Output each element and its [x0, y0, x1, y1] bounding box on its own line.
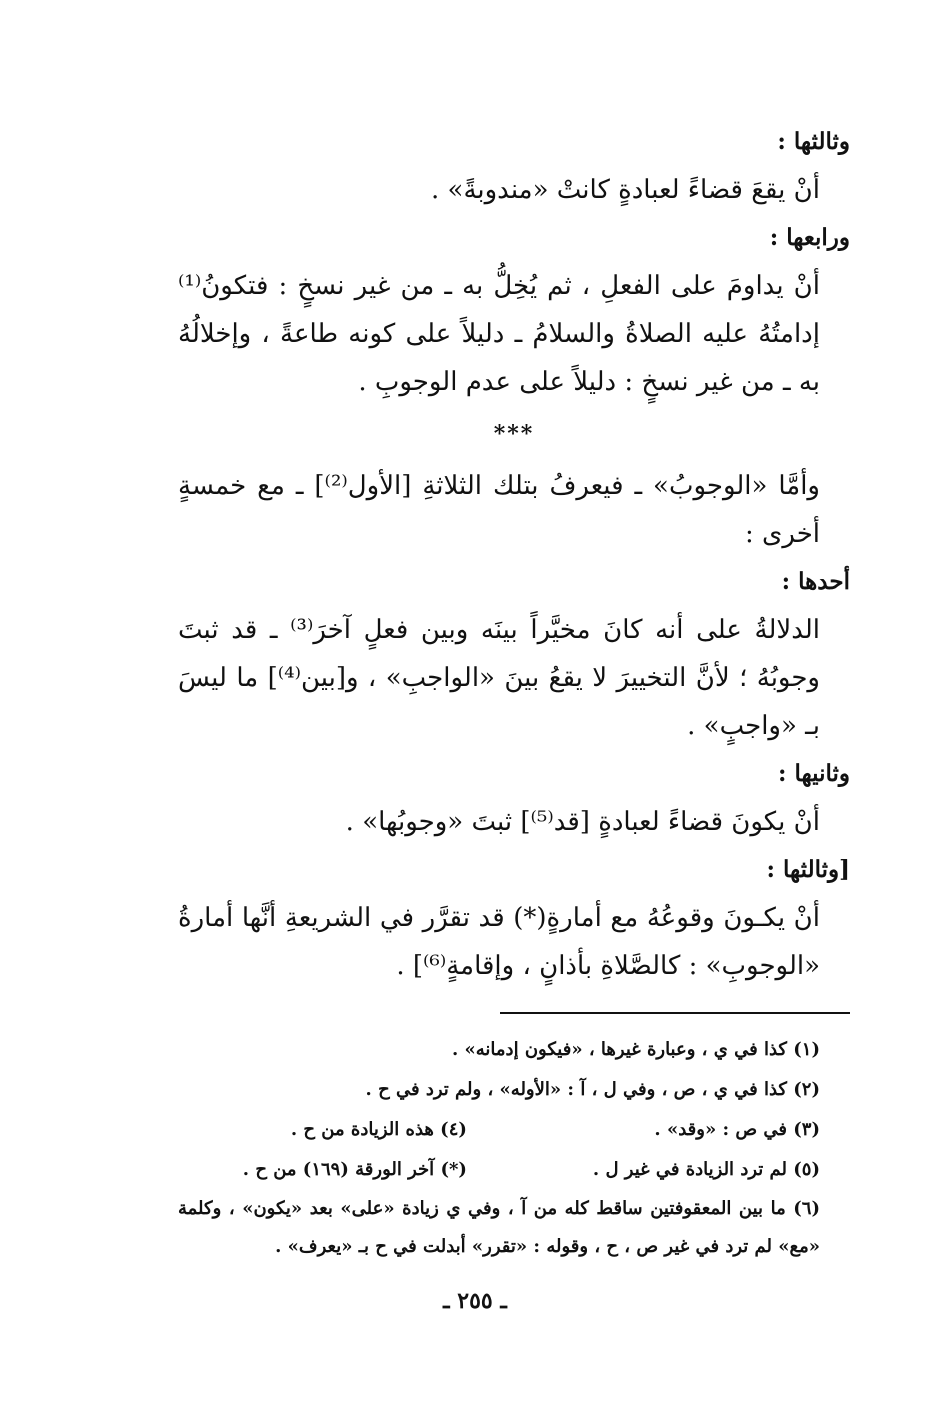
- paragraph-1: أنْ يقعَ قضاءً لعبادةٍ كانتْ «مندوبةً» .: [431, 175, 820, 205]
- paragraph-2: أنْ يداومَ على الفعلِ ، ثم يُخِلُّ به ـ من غير نسخٍ : فتكونُ⁽¹⁾ إدامتُهُ عليه الصلاةُ والسلامُ ـ دليلاً على كونه طاعةً ، وإخلالُهُ به ـ من غير نسخٍ : دليلاً على عدم الوجوبِ .: [178, 271, 820, 397]
- footnote-2: (٢) كذا في ي ، ص ، وفي ل ، آ : «الأوله» ، ولم ترد في ح .: [365, 1079, 820, 1100]
- paragraph-4: الدلالةُ على أنه كانَ مخيَّراً بينَه وبين فعلٍ آخرَ⁽³⁾ ـ قد ثبتَ وجوبُهُ ؛ لأنَّ التخييرَ لا يقعُ بينَ «الواجبِ» ، و[بين⁽⁴⁾] ما ليسَ بـ «واجبٍ» .: [178, 615, 820, 741]
- section-separator: ***: [493, 421, 535, 447]
- footnote-4: (٤) هذه الزيادة من ح .: [290, 1119, 467, 1140]
- paragraph-3: وأمَّا «الوجوبُ» ـ فيعرفُ بتلك الثلاثةِ [الأول⁽²⁾] ـ مع خمسةٍ أخرى :: [178, 471, 820, 549]
- heading-thalithuha-2: [وثالثها :: [766, 856, 850, 883]
- heading-rabiuha: ورابعها :: [769, 224, 850, 251]
- footnote-1: (١) كذا في ي ، وعبارة غيرها ، «فيكون إدمانه» .: [451, 1039, 820, 1060]
- footnotes: [178, 1030, 850, 1266]
- heading-thalithuha: وثالثها :: [777, 128, 850, 155]
- main-text: [178, 118, 850, 990]
- footnote-row-3-4: [178, 1110, 850, 1150]
- page-number: ـ ٢٥٥ ـ: [443, 1288, 507, 1314]
- paragraph-6: أنْ يكـونَ وقوعُهُ مع أمارةٍ(*) قد تقرَّر في الشريعةِ أنَّها أمارةُ «الوجوبِ» : كالصَّلاةِ بأذانٍ ، وإقامةٍ⁽⁶⁾] .: [178, 903, 820, 981]
- footnote-row-5-star: [178, 1150, 850, 1190]
- heading-ahaduha: أحدها :: [781, 568, 850, 595]
- heading-thaniha: وثانيها :: [778, 760, 850, 787]
- footnote-3: (٣) في ص : «وقد» .: [654, 1119, 820, 1140]
- footnote-divider: [500, 1012, 850, 1014]
- footnote-6: (٦) ما بين المعقوفتين ساقط كله من آ ، وفي ي زيادة «على» بعد «يكون» ، وكلمة «مع» لم ترد في غير ص ، ح ، وقوله : «تقرر» أبدلت في ح بـ «يعرف» .: [178, 1198, 820, 1257]
- footnote-star: (*) آخر الورقة (١٦٩) من ح .: [242, 1159, 467, 1180]
- paragraph-5: أنْ يكونَ قضاءً لعبادةٍ [قد⁽⁵⁾] ثبتَ «وجوبُها» .: [345, 807, 820, 837]
- footnote-5: (٥) لم ترد الزيادة في غير ل .: [592, 1159, 820, 1180]
